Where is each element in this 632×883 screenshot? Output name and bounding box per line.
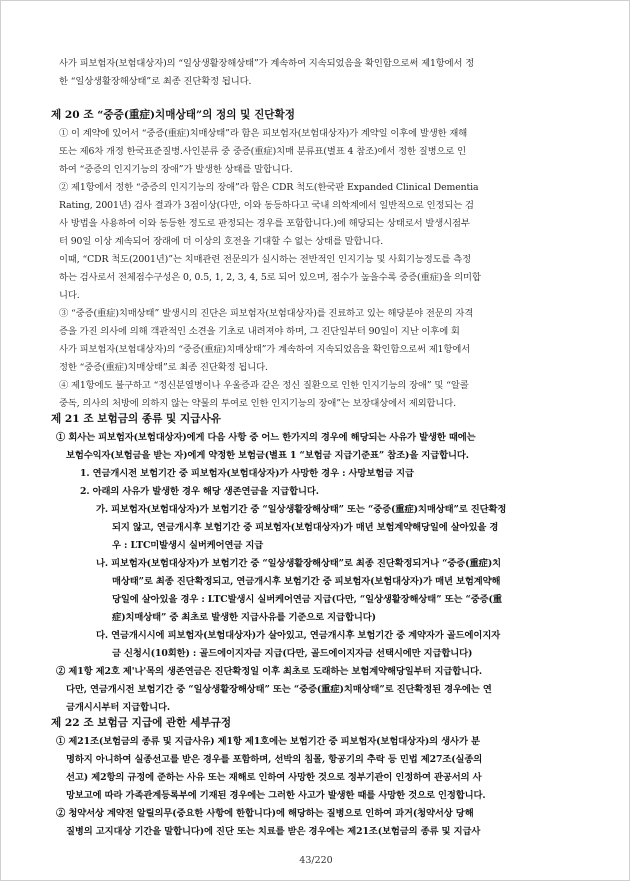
text-line: 당일에 살아있을 경우 : LTC발생시 실버케어연금 지급(다만, “일상생활장해상태” 또는 “중증(重	[112, 594, 502, 605]
text-line: 한 “일상생활장해상태”로 최종 진단확정 됩니다.	[59, 76, 252, 87]
text-line: ② 청약서상 계약전 알릴의무(중요한 사항에 한합니다)에 해당하는 질병으로 인하여 과거(청약서상 당해	[56, 808, 474, 819]
text-line: 매상태”로 최종 진단확정되고, 연금개시후 보험기간 중 피보험자(보험대상자)가 매년 보험계약해	[112, 576, 501, 587]
text-line: 금개시시부터 지급합니다.	[66, 702, 170, 713]
text-line: ② 제1항 제2호 제'나'목의 생존연금은 진단확정일 이후 최초로 도래하는 보험계약해당일부터 지급합니다.	[56, 666, 483, 677]
article-21-body	[56, 429, 584, 717]
text-line: 선고) 제2항의 규정에 준하는 사유 또는 재해로 인하여 사망한 것으로 정부기관이 인정하여 관공서의 사	[66, 772, 482, 783]
text-line: 니다.	[59, 290, 80, 301]
text-line: ① 이 계약에 있어서 “중증(重症)치매상태”라 함은 피보험자(보험대상자)가 계약일 이후에 발생한 재해	[59, 128, 468, 139]
text-line: ② 제1항에서 정한 “중증의 인지기능의 장애”라 함은 CDR 척도(한국판 Expanded Clinical Dementia	[59, 182, 479, 193]
text-line: 금 신청시(10회한) : 골드에이지자금 지급(다만, 골드에이지자금 선택시에만 지급합니다)	[112, 648, 473, 659]
article-20-body	[59, 125, 579, 413]
text-line: ① 제21조(보험금의 종류 및 지급사유) 제1항 제1호에는 보험기간 중 피보험자(보험대상자)의 생사가 분	[56, 736, 480, 747]
text-line: 다만, 연금개시전 보험기간 중 “일상생활장해상태” 또는 “중증(重症)치매상태”로 진단확정된 경우에는 연	[66, 684, 492, 695]
text-line: 하여 “중증의 인지기능의 장애”가 발생한 상태를 말합니다.	[59, 164, 293, 175]
text-line: 가. 피보험자(보험대상자)가 보험기간 중 “일상생활장해상태” 또는 “중증(重症)치매상태”로 진단확정	[96, 504, 507, 515]
text-line: 症)치매상태” 중 최초로 발생한 지급사유를 기준으로 지급합니다)	[112, 612, 376, 623]
text-line: 우 : LTC미발생시 실버케어연금 지급	[112, 540, 264, 551]
article-21-title: 제 21 조 보험금의 종류 및 지급사유	[51, 413, 221, 425]
text-line: 터 90일 이상 계속되어 장래에 더 이상의 호전을 기대할 수 없는 상태를 말합니다.	[59, 236, 384, 247]
text-line: 2. 아래의 사유가 발생한 경우 해당 생존연금을 지급합니다.	[80, 486, 319, 497]
intro-paragraph	[59, 55, 579, 91]
text-line: ③ “중증(重症)치매상태” 발생시의 진단은 피보험자(보험대상자)를 진료하고 있는 해당분야 전문의 자격	[59, 308, 474, 319]
page-number: 43/220	[299, 855, 333, 866]
text-line: 증을 가진 의사에 의해 객관적인 소견을 기초로 내려져야 하며, 그 진단일부터 90일이 지난 이후에 회	[59, 326, 460, 337]
text-line: ① 회사는 피보험자(보험대상자)에게 다음 사항 중 어느 한가지의 경우에 해당되는 사유가 발생한 때에는	[56, 432, 476, 443]
text-line: 망보고에 따라 가족관계등록부에 기재된 경우에는 그러한 사고가 발생한 때를 사망한 것으로 인정합니다.	[66, 790, 486, 801]
article-20-title: 제 20 조 “중증(重症)치매상태”의 정의 및 진단확정	[51, 109, 296, 121]
text-line: 사가 피보험자(보험대상자)의 “일상생활장해상태”가 계속하여 지속되었음을 확인함으로써 제1항에서 정	[59, 58, 475, 69]
text-line: 또는 제6차 개정 한국표준질병.사인분류 중 중증(重症)치매 분류표(별표 4 참조)에서 정한 질병으로 인	[59, 146, 466, 157]
text-line: 명하지 아니하여 실종선고를 받은 경우를 포함하며, 선박의 침몰, 항공기의 추락 등 민법 제27조(실종의	[66, 754, 483, 765]
text-line: 이때, “CDR 척도(2001년)”는 치매관련 전문의가 실시하는 전반적인 인지기능 및 사회기능정도를 측정	[59, 254, 472, 265]
text-line: 되지 않고, 연금개시후 보험기간 중 피보험자(보험대상자)가 매년 보험계약해당일에 살아있을 경	[112, 522, 499, 533]
text-line: 질병의 고지대상 기간을 말합니다)에 진단 또는 치료를 받은 경우에는 제21조(보험금의 종류 및 지급사	[66, 826, 481, 837]
text-line: 사가 피보험자(보험대상자)의 “중증(重症)치매상태”가 계속하여 지속되었음을 확인함으로써 제1항에서	[59, 344, 471, 355]
text-line: 1. 연금개시전 보험기간 중 피보험자(보험대상자)가 사망한 경우 : 사망보험금 지급	[80, 468, 414, 479]
text-line: 중독, 의사의 처방에 의하지 않는 약물의 투여로 인한 인지기능의 장애”는 보장대상에서 제외합니다.	[59, 398, 457, 409]
text-line: ④ 제1항에도 불구하고 “정신분열병이나 우울증과 같은 정신 질환으로 인한 인지기능의 장애” 및 “알콜	[59, 380, 469, 391]
text-line: 보험수익자(보험금을 받는 자)에게 약정한 보험금(별표 1 “보험금 지급기준표” 참조)을 지급합니다.	[66, 450, 469, 461]
article-22-body	[56, 733, 584, 841]
text-line: Rating, 2001년) 검사 결과가 3점이상(다만, 이와 동등하다고 국내 의학계에서 일반적으로 인정되는 검	[59, 200, 474, 211]
text-line: 나. 피보험자(보험대상자)가 보험기간 중 “일상생활장해상태”로 최종 진단확정되거나 “중증(重症)치	[96, 558, 502, 569]
text-line: 정한 “중증(重症)치매상태”로 최종 진단확정 됩니다.	[59, 362, 268, 373]
text-line: 다. 연금개시시에 피보험자(보험대상자)가 살아있고, 연금개시후 보험기간 중 계약자가 골드에이지자	[96, 630, 501, 641]
text-line: 사 방법을 사용하여 이와 동등한 정도로 판정되는 경우를 포함합니다.)에 해당되는 상태로서 발생시점부	[59, 218, 470, 229]
article-22-title: 제 22 조 보험금 지급에 관한 세부규정	[51, 717, 232, 729]
text-line: 하는 검사로서 전체점수구성은 0, 0.5, 1, 2, 3, 4, 5로 되어 있으며, 점수가 높을수록 중증(重症)을 의미합	[59, 272, 481, 283]
